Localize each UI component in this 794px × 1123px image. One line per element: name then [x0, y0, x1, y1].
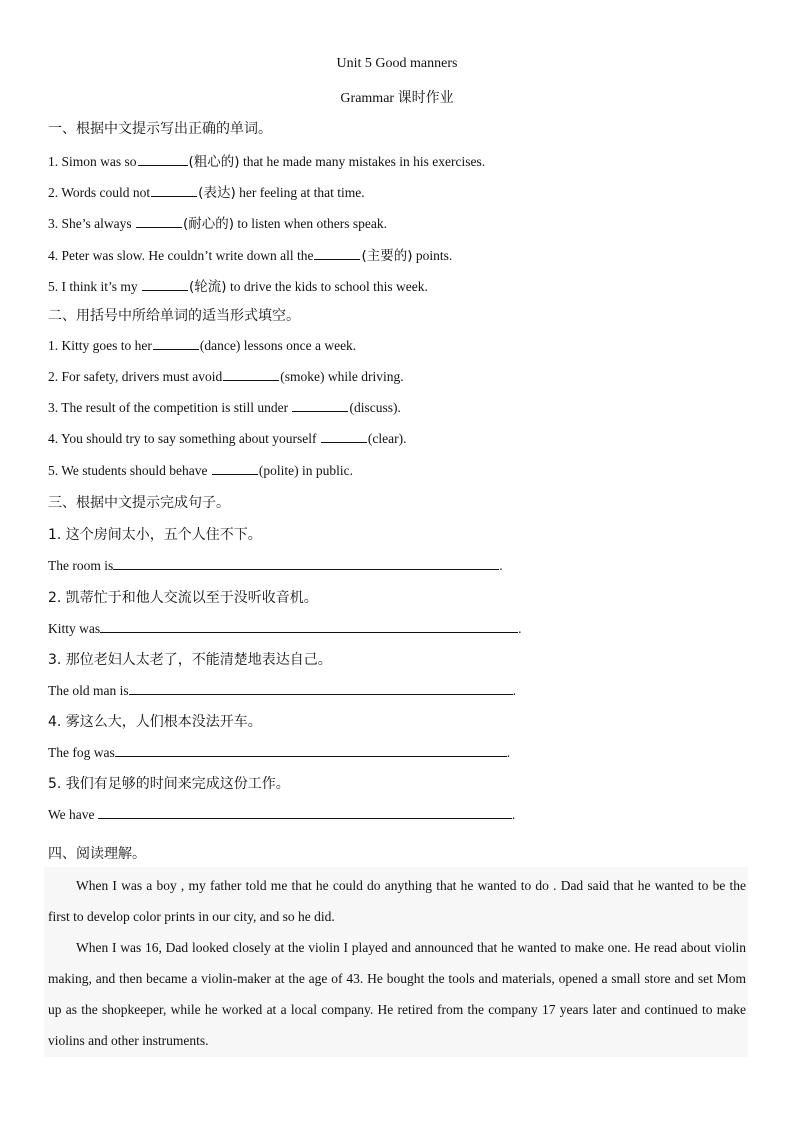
reading-paragraph-2: When I was 16, Dad looked closely at the violin I played and announced that he wanted to make one. He read about violin making, and then became a violin-maker at the age of 43. He bought the tools and materials, opened a small store and set Mom up as the shopkeeper, while he worked at a local company. He retired from the company 17 years later and continued to make violins and other instruments.	[48, 940, 746, 1048]
s1-item-2	[48, 181, 365, 201]
s3-item-5-start: We have	[48, 807, 98, 822]
s2-item-1-after: lessons once a week.	[240, 338, 357, 353]
s1-item-1-after: that he made many mistakes in his exercises.	[239, 154, 486, 169]
s1-item-3-before: 3. She’s always	[48, 216, 135, 231]
s1-item-4-before: 4. Peter was slow. He couldn’t write down all the	[48, 248, 314, 263]
s1-item-3-after: to listen when others speak.	[234, 216, 388, 231]
reading-paragraph-1: When I was a boy , my father told me that he could do anything that he wanted to do . Dad said that he wanted to be the first to develop color prints in our city, and so he did.	[48, 878, 746, 924]
s2-item-5-blank[interactable]	[212, 462, 258, 475]
s3-item-5-answer-line	[48, 805, 515, 823]
s2-item-2-after: while driving.	[324, 369, 404, 384]
s1-item-5-after: to drive the kids to school this week.	[226, 279, 428, 294]
s3-item-2-answer-line	[48, 619, 522, 637]
section1-heading: 一、根据中文提示写出正确的单词。	[48, 121, 272, 137]
s2-item-2-blank[interactable]	[223, 368, 279, 381]
s2-item-4-blank[interactable]	[321, 430, 367, 443]
s1-item-1-hint: (粗心的)	[188, 154, 240, 170]
s3-item-4-answer-line	[48, 743, 510, 761]
s3-item-2-end: .	[518, 621, 522, 636]
s3-item-5-answer-blank[interactable]	[98, 805, 512, 819]
page-subtitle: Grammar 课时作业	[340, 91, 454, 106]
s2-item-3-before: 3. The result of the competition is still under	[48, 400, 292, 415]
s3-item-4-end: .	[506, 745, 511, 760]
s1-item-3-blank[interactable]	[136, 215, 182, 228]
s2-item-2-hint: (smoke)	[280, 369, 325, 384]
s2-item-1-hint: (dance)	[199, 338, 241, 353]
s2-item-4-hint: (clear)	[367, 431, 404, 446]
section4-heading: 四、阅读理解。	[48, 846, 146, 862]
s3-item-3-start: The old man is	[48, 683, 129, 698]
s1-item-1-before: 1. Simon was so	[48, 154, 137, 169]
s1-item-4-blank[interactable]	[314, 247, 360, 260]
section2-heading: 二、用括号中所给单词的适当形式填空。	[48, 308, 300, 324]
s3-item-3-prompt: 3. 那位老妇人太老了，不能清楚地表达自己。	[48, 652, 332, 668]
s3-item-4-prompt: 4. 雾这么大，人们根本没法开车。	[48, 714, 262, 730]
section3-heading: 三、根据中文提示完成句子。	[48, 495, 230, 511]
s3-item-4-start: The fog was	[48, 745, 115, 760]
s2-item-1	[48, 337, 356, 354]
s2-item-4-before: 4. You should try to say something about yourself	[48, 431, 320, 446]
s2-item-3-blank[interactable]	[292, 399, 348, 412]
s1-item-4	[48, 244, 452, 264]
s2-item-4	[48, 430, 406, 447]
s1-item-4-after: points.	[412, 248, 453, 263]
s3-item-1-start: The room is	[48, 558, 114, 573]
s3-item-3-end: .	[512, 683, 516, 698]
s2-item-5-hint: (polite)	[258, 463, 299, 478]
s3-item-2-start: Kitty was	[48, 621, 101, 636]
s3-item-1-answer-blank[interactable]	[113, 556, 499, 570]
s2-item-5-after: in public.	[298, 463, 354, 478]
s3-item-4-answer-blank[interactable]	[115, 743, 507, 757]
s1-item-5-before: 5. I think it’s my	[48, 279, 142, 294]
s1-item-5-hint: (轮流)	[189, 279, 227, 295]
s3-item-1-prompt: 1. 这个房间太小，五个人住不下。	[48, 527, 262, 543]
s3-item-3-answer-blank[interactable]	[129, 681, 513, 695]
s2-item-4-after: .	[403, 431, 407, 446]
s1-item-4-hint: (主要的)	[361, 248, 413, 264]
s2-item-3-after: .	[397, 400, 401, 415]
s1-item-2-before: 2. Words could not	[48, 185, 151, 200]
s3-item-2-answer-blank[interactable]	[100, 619, 518, 633]
s1-item-2-after: her feeling at that time.	[235, 185, 365, 200]
s1-item-2-blank[interactable]	[151, 184, 197, 197]
s2-item-5-before: 5. We students should behave	[48, 463, 211, 478]
s3-item-5-end: .	[511, 807, 516, 822]
s2-item-5	[48, 462, 353, 479]
s1-item-3	[48, 212, 387, 232]
s1-item-2-hint: (表达)	[198, 185, 236, 201]
s1-item-3-hint: (耐心的)	[183, 216, 235, 232]
s3-item-1-end: .	[499, 558, 503, 573]
s3-item-1-answer-line	[48, 556, 503, 574]
s1-item-1	[48, 150, 485, 170]
s2-item-2-before: 2. For safety, drivers must avoid	[48, 369, 223, 384]
s2-item-2	[48, 368, 404, 385]
s2-item-3-hint: (discuss)	[349, 400, 398, 415]
unit-title: Unit 5 Good manners	[336, 56, 458, 71]
s3-item-3-answer-line	[48, 681, 516, 699]
s1-item-5	[48, 275, 428, 295]
s2-item-3	[48, 399, 401, 416]
s1-item-1-blank[interactable]	[138, 153, 188, 166]
s3-item-5-prompt: 5. 我们有足够的时间来完成这份工作。	[48, 776, 290, 792]
s3-item-2-prompt: 2. 凯蒂忙于和他人交流以至于没听收音机。	[48, 590, 318, 606]
s2-item-1-blank[interactable]	[153, 337, 199, 350]
s1-item-5-blank[interactable]	[142, 278, 188, 291]
s2-item-1-before: 1. Kitty goes to her	[48, 338, 152, 353]
